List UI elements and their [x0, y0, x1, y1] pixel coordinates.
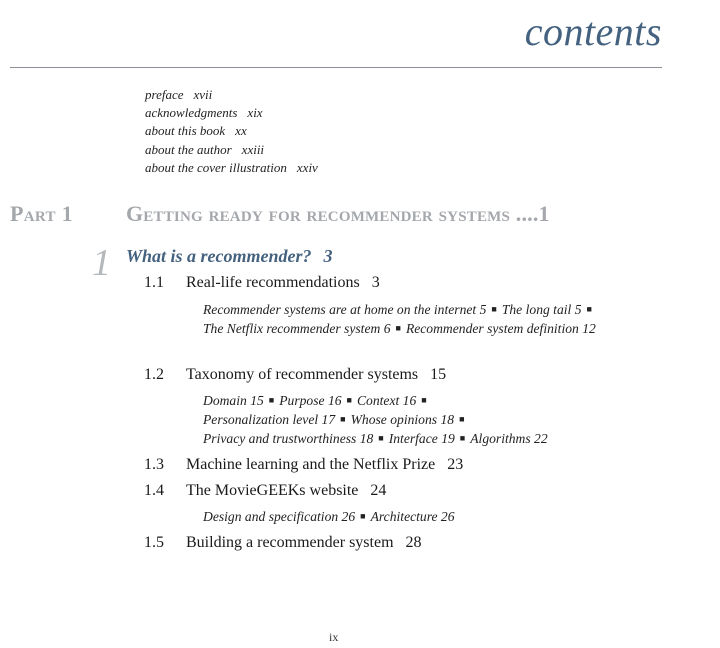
subsection-item[interactable]: Privacy and trustworthiness 18 — [203, 431, 374, 446]
subsection-item[interactable]: Domain 15 — [203, 393, 264, 408]
bullet-separator: ■ — [459, 433, 466, 443]
subsection-item[interactable]: Context 16 — [356, 393, 417, 408]
subsection-item[interactable]: Purpose 16 — [279, 393, 342, 408]
front-matter-label: about this book — [145, 123, 226, 138]
subsection-item[interactable]: Interface 19 — [388, 431, 455, 446]
subsection-item[interactable]: The Netflix recommender system 6 — [203, 321, 391, 336]
front-matter-label: about the cover illustration — [145, 160, 287, 175]
section-title: Building a recommender system — [186, 534, 394, 551]
bullet-separator: ■ — [340, 414, 346, 424]
section-title: The MovieGEEKs website — [186, 482, 359, 499]
subsection-item[interactable]: Recommender system definition 12 — [405, 321, 596, 336]
subsection-item[interactable]: Personalization level 17 — [203, 412, 336, 427]
bullet-separator: ■ — [586, 304, 592, 314]
chapter-title: What is a recommender? — [126, 246, 312, 266]
front-matter-page: xxiii — [241, 142, 265, 157]
chapter-number: 1 — [92, 242, 111, 284]
subsection-item[interactable]: Design and specification 26 — [203, 509, 356, 524]
page-number: ix — [329, 630, 339, 644]
section-title: Machine learning and the Netflix Prize — [186, 456, 436, 473]
subsection-item[interactable]: Recommender systems are at home on the internet 5 — [203, 302, 487, 317]
section-number: 1.1 — [144, 274, 164, 291]
section-number: 1.2 — [144, 366, 164, 383]
section-1-3[interactable] — [144, 456, 463, 474]
part-label: Part 1 — [10, 201, 73, 226]
front-matter-about-book[interactable] — [145, 122, 247, 140]
subsection-item[interactable]: The long tail 5 — [501, 302, 582, 317]
section-1-2[interactable] — [144, 366, 446, 384]
front-matter-page: xix — [247, 105, 263, 120]
subsection-item[interactable]: Algorithms 22 — [470, 431, 548, 446]
subsections-1-2 — [203, 391, 548, 448]
section-title: Taxonomy of recommender systems — [186, 366, 419, 383]
section-1-4[interactable] — [144, 482, 386, 500]
front-matter-page: xx — [235, 123, 247, 138]
front-matter-label: about the author — [145, 142, 232, 157]
section-1-1[interactable] — [144, 274, 380, 292]
section-page: 15 — [430, 366, 447, 383]
section-page: 24 — [370, 482, 387, 499]
title-divider — [10, 67, 662, 68]
bullet-separator: ■ — [346, 395, 352, 405]
subsection-item[interactable]: Whose opinions 18 — [350, 412, 455, 427]
front-matter-label: acknowledgments — [145, 105, 238, 120]
chapter-page: 3 — [323, 246, 333, 266]
section-page: 28 — [405, 534, 422, 551]
bullet-separator: ■ — [395, 323, 401, 333]
front-matter-page: xxiv — [296, 160, 318, 175]
bullet-separator: ■ — [360, 511, 366, 521]
front-matter-preface[interactable] — [145, 86, 212, 104]
section-number: 1.5 — [144, 534, 164, 551]
section-page: 3 — [371, 274, 380, 291]
front-matter-cover-illustration[interactable] — [145, 159, 318, 177]
part-title[interactable]: Getting ready for recommender systems ....1 — [126, 201, 550, 226]
bullet-separator: ■ — [268, 395, 275, 405]
page-title: contents — [524, 9, 662, 54]
chapter-entry[interactable] — [126, 246, 333, 267]
bullet-separator: ■ — [421, 395, 427, 405]
section-number: 1.3 — [144, 456, 164, 473]
section-number: 1.4 — [144, 482, 164, 499]
section-title: Real-life recommendations — [186, 274, 360, 291]
bullet-separator: ■ — [378, 433, 384, 443]
front-matter-page: xvii — [193, 87, 213, 102]
subsection-item[interactable]: Architecture 26 — [370, 509, 455, 524]
subsections-1-4 — [203, 507, 455, 526]
bullet-separator: ■ — [459, 414, 465, 424]
section-1-5[interactable] — [144, 534, 422, 552]
subsections-1-1 — [203, 300, 597, 338]
front-matter-label: preface — [145, 87, 184, 102]
front-matter-about-author[interactable] — [145, 141, 264, 159]
bullet-separator: ■ — [491, 304, 497, 314]
front-matter-acknowledgments[interactable] — [145, 104, 263, 122]
section-page: 23 — [447, 456, 464, 473]
